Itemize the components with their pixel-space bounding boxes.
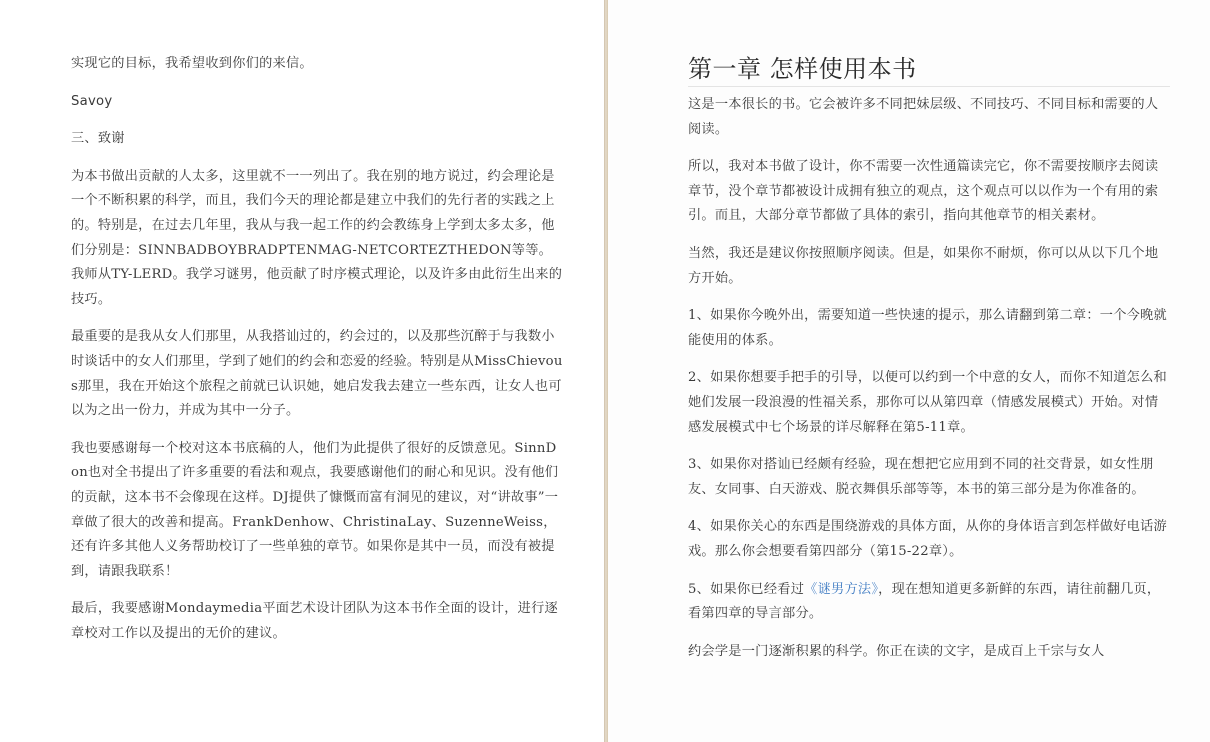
- list-item: 3、如果你对搭讪已经颇有经验，现在想把它应用到不同的社交背景，如女性朋友、女同事、白天游戏、脱衣舞俱乐部等等，本书的第三部分是为你准备的。: [688, 457, 1154, 497]
- paragraph: 当然，我还是建议你按照顺序阅读。但是，如果你不耐烦，你可以从以下几个地方开始。: [688, 245, 1159, 286]
- right-page: [608, 0, 1210, 742]
- paragraph: 最后，我要感谢Mondaymedia平面艺术设计团队为这本书作全面的设计，进行逐章校对工作以及提出的无价的建议。: [71, 601, 558, 641]
- list-item: 2、如果你想要手把手的引导，以便可以约到一个中意的女人，而你不知道怎么和她们发展一段浪漫的性福关系，那你可以从第四章（情感发展模式）开始。对情感发展模式中七个场景的详尽解释在第5-11章。: [688, 370, 1167, 435]
- paragraph: 约会学是一门逐渐积累的科学。你正在读的文字，是成百上千宗与女人: [688, 643, 1105, 659]
- paragraph: 这是一本很长的书。它会被许多不同把妹层级、不同技巧、不同目标和需要的人阅读。: [688, 97, 1159, 137]
- chapter-title: 第一章 怎样使用本书: [688, 52, 1170, 87]
- paragraph: 为本书做出贡献的人太多，这里就不一一列出了。我在别的地方说过，约会理论是一个不断积累的科学，而且，我们今天的理论都是建立中我们的先行者的实践之上的。特别是，在过去几年里，我从与我一起工作的约会教练身上学到太多太多，他们分别是：SINNBADBOYBRADPTENMAG-NETCORTEZTHEDON等等。我师从TY-LERD。我学习谜男，他贡献了时序模式理论，以及许多由此衍生出来的技巧。: [71, 168, 563, 307]
- section-heading: 三、致谢: [71, 131, 125, 147]
- left-page: [0, 0, 604, 742]
- list-item: 4、如果你关心的东西是围绕游戏的具体方面，从你的身体语言到怎样做好电话游戏。那么你会想要看第四部分（第15-22章）。: [688, 519, 1167, 559]
- list-item: [688, 578, 1170, 627]
- author-signature: Savoy: [71, 93, 113, 109]
- list-item: 1、如果你今晚外出，需要知道一些快速的提示，那么请翻到第二章：一个今晚就能使用的体系。: [688, 308, 1167, 348]
- paragraph: 实现它的目标，我希望收到你们的来信。: [71, 56, 313, 71]
- list-item-text: ，现在想知道更多新鲜的东西，请往前翻几页，看第四章的导言部分。: [688, 581, 1161, 622]
- list-item-text: 5、如果你已经看过: [688, 581, 805, 597]
- paragraph: 所以，我对本书做了设计，你不需要一次性通篇读完它，你不需要按顺序去阅读章节，没个章节都被设计成拥有独立的观点，这个观点可以以作为一个有用的索引。而且，大部分章节都做了具体的索引，指向其他章节的相关素材。: [688, 159, 1159, 224]
- paragraph: 我也要感谢每一个校对这本书底稿的人，他们为此提供了很好的反馈意见。SinnDon也对全书提出了许多重要的看法和观点，我要感谢他们的耐心和见识。没有他们的贡献，这本书不会像现在这样。DJ提供了慷慨而富有洞见的建议，对“讲故事”一章做了很大的改善和提高。FrankDenhow、ChristinaLay、SuzenneWeiss，还有许多其他人义务帮助校订了一些单独的章节。如果你是其中一员，而没有被提到，请跟我联系！: [71, 440, 559, 579]
- paragraph: 最重要的是我从女人们那里，从我搭讪过的，约会过的，以及那些沉醉于与我数小时谈话中的女人们那里，学到了她们的约会和恋爱的经验。特别是从MissChievous那里，我在开始这个旅程之前就已认识她，她启发我去建立一些东西，让女人也可以为之出一份力，并成为其中一分子。: [71, 329, 563, 419]
- book-link[interactable]: 《谜男方法》: [804, 581, 879, 597]
